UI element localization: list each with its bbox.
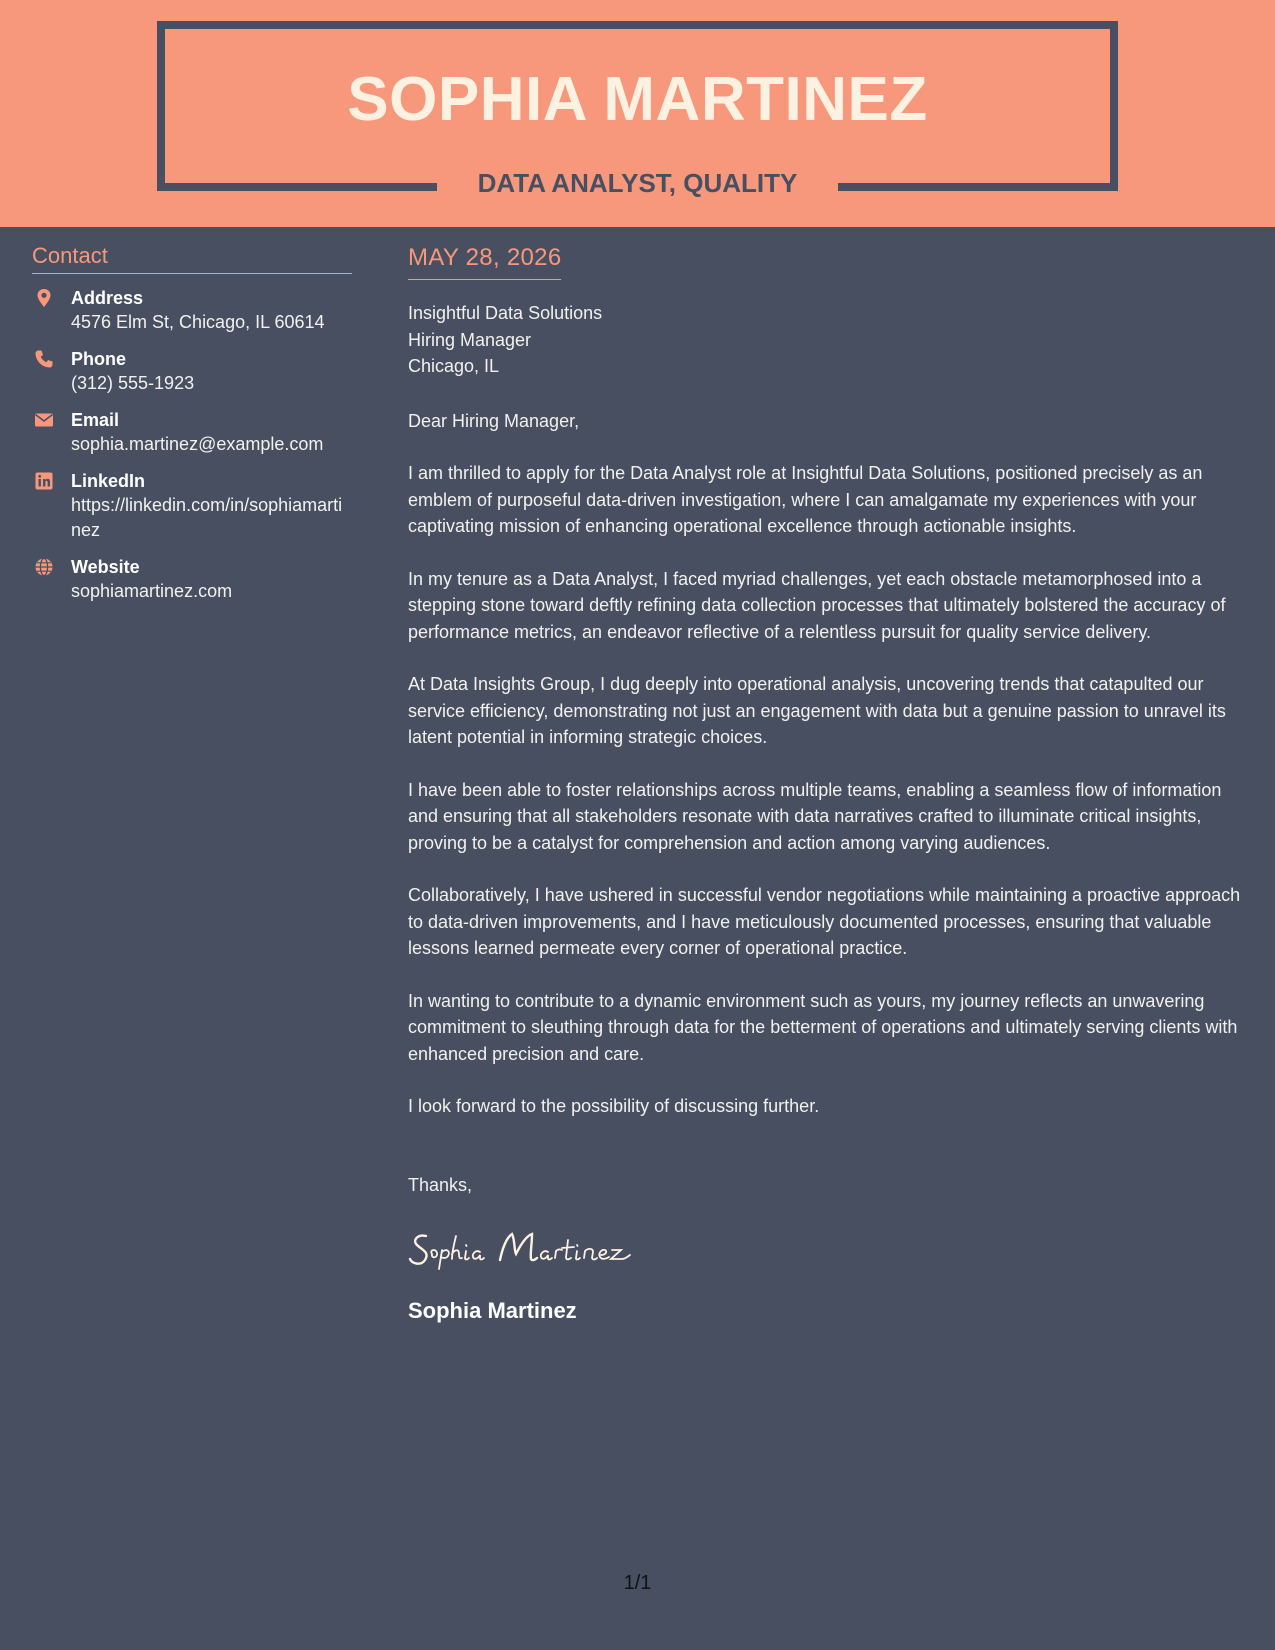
- recipient-location: Chicago, IL: [408, 356, 500, 376]
- salutation: Dear Hiring Manager,: [408, 410, 580, 431]
- letter-paragraph: At Data Insights Group, I dug deeply into operational analysis, uncovering trends that catapulted our service efficiency, demonstrating not just an engagement with data but a genuine passion to unravel its latent potential in informing strategic choices.: [408, 674, 1226, 747]
- contact-label: Address: [71, 288, 144, 308]
- header-banner: [0, 0, 1275, 227]
- letter-paragraph: Collaboratively, I have ushered in successful vendor negotiations while maintaining a proactive approach to data-driven improvements, and I have meticulously documented processes, ensuring that valuable lessons learned permeate every corner of operational practice.: [408, 885, 1241, 958]
- letter-paragraph: I look forward to the possibility of discussing further.: [408, 1096, 820, 1116]
- contact-value: sophia.martinez@example.com: [71, 434, 324, 454]
- letter-paragraph: I have been able to foster relationships across multiple teams, enabling a seamless flow of information and ensuring that all stakeholders resonate with data narratives crafted to illuminate critical insights, proving to be a catalyst for comprehension and action among varying audiences.: [408, 779, 1222, 853]
- globe-icon: [34, 557, 54, 577]
- contact-label: LinkedIn: [71, 471, 146, 491]
- header-frame-bottom-left: [157, 183, 437, 191]
- contact-linkedin: [32, 469, 352, 543]
- contact-phone: [32, 347, 352, 396]
- letter-paragraph: In my tenure as a Data Analyst, I faced myriad challenges, yet each obstacle metamorphosed into a stepping stone toward deftly refining data collection processes that ultimately bolstered the accuracy of performance metrics, an endeavor reflective of a relentless pursuit for quality service delivery.: [408, 568, 1226, 642]
- contact-heading: Contact: [32, 243, 352, 274]
- job-title: DATA ANALYST, QUALITY: [477, 168, 798, 198]
- recipient-company: Insightful Data Solutions: [408, 303, 603, 323]
- letter-paragraph: In wanting to contribute to a dynamic environment such as yours, my journey reflects an unwavering commitment to sleuthing through data for the betterment of operations and ultimately serving clients with enhanced precision and care.: [408, 990, 1238, 1064]
- letter-body: [408, 243, 1243, 1325]
- handwritten-signature: [408, 1224, 668, 1272]
- applicant-name: SOPHIA MARTINEZ: [347, 65, 928, 134]
- contact-sidebar: [32, 243, 352, 604]
- recipient-block: [408, 300, 1243, 380]
- map-pin-icon: [34, 288, 54, 308]
- header-frame-bottom-right: [838, 183, 1118, 191]
- envelope-icon: [34, 410, 54, 430]
- recipient-title: Hiring Manager: [408, 329, 532, 350]
- contact-website: [32, 555, 352, 604]
- contact-address: [32, 286, 352, 335]
- phone-icon: [34, 349, 54, 369]
- contact-label: Email: [71, 410, 120, 430]
- linkedin-icon: [34, 471, 54, 491]
- page-number: 1/1: [623, 1572, 652, 1594]
- contact-value[interactable]: https://linkedin.com/in/sophiamartinez: [71, 495, 343, 540]
- contact-email: [32, 408, 352, 457]
- contact-label: Website: [71, 557, 140, 577]
- contact-value[interactable]: sophiamartinez.com: [71, 581, 233, 601]
- letter-paragraph: I am thrilled to apply for the Data Analyst role at Insightful Data Solutions, positioned precisely as an emblem of purposeful data-driven investigation, where I can amalgamate my experiences with your captivating mission of enhancing operational excellence through actionable insights.: [408, 463, 1203, 536]
- letter-date: MAY 28, 2026: [408, 243, 561, 280]
- closing: Thanks,: [408, 1174, 473, 1195]
- contact-value: 4576 Elm St, Chicago, IL 60614: [71, 312, 325, 332]
- signer-name: Sophia Martinez: [408, 1298, 577, 1323]
- contact-label: Phone: [71, 349, 127, 369]
- contact-value: (312) 555-1923: [71, 373, 195, 393]
